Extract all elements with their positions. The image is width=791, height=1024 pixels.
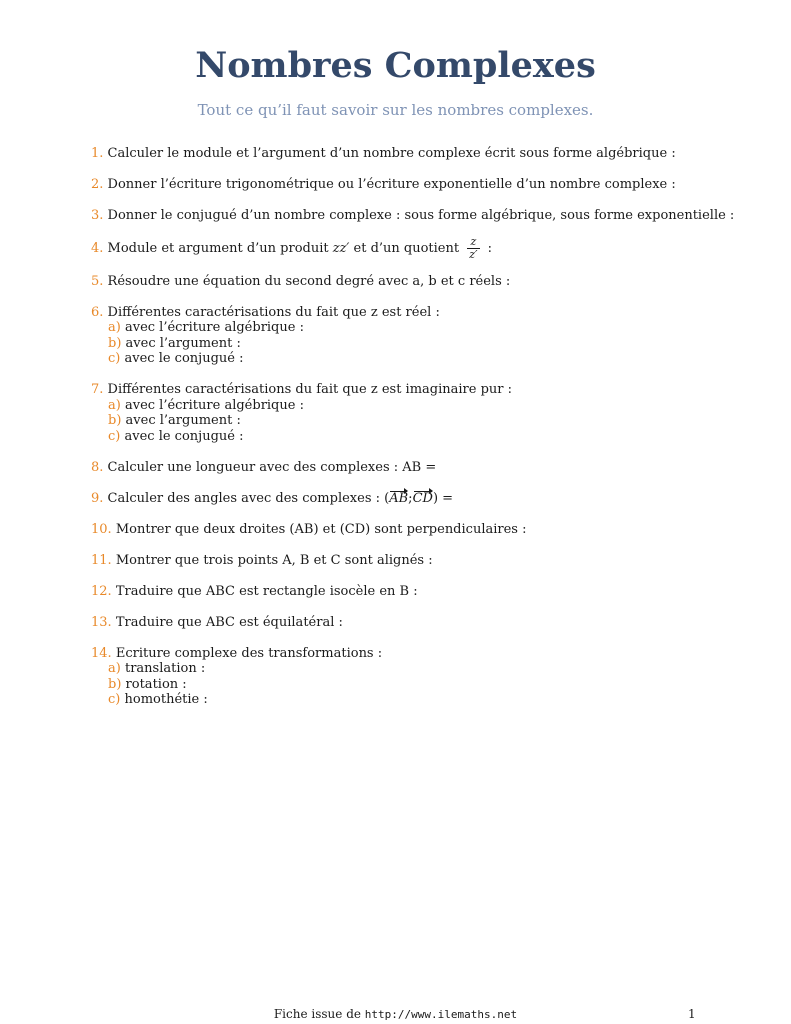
item-text: Calculer une longueur avec des complexes : AB = bbox=[107, 459, 437, 475]
sub-item-text: avec le conjugué : bbox=[124, 351, 244, 366]
sub-item-text: rotation : bbox=[125, 676, 187, 692]
math-product: zz′ bbox=[332, 241, 350, 256]
item-number: 14. bbox=[91, 645, 112, 661]
page-number: 1 bbox=[688, 1007, 696, 1021]
sub-item-text: avec l’argument : bbox=[125, 335, 241, 351]
item-text: et d’un quotient bbox=[349, 241, 464, 256]
sub-item-text: avec l’écriture algébrique : bbox=[124, 397, 304, 413]
list-item bbox=[91, 274, 731, 290]
item-text: Traduire que ABC est rectangle isocèle en B : bbox=[115, 583, 418, 599]
list-item bbox=[91, 146, 731, 162]
list-item bbox=[91, 522, 731, 538]
item-number: 7. bbox=[91, 382, 104, 397]
item-text: Donner le conjugué d’un nombre complexe : sous forme algébrique, sous forme exponentielle : bbox=[107, 208, 735, 223]
sub-item bbox=[91, 320, 731, 336]
sub-item bbox=[91, 692, 731, 708]
list-item bbox=[91, 305, 731, 367]
sub-item bbox=[91, 351, 731, 367]
sub-item-letter: a) bbox=[108, 397, 121, 413]
sub-item-text: avec l’écriture algébrique : bbox=[124, 320, 304, 335]
page-footer bbox=[0, 1007, 791, 1022]
list-item bbox=[91, 646, 731, 708]
sub-item-letter: b) bbox=[108, 413, 122, 428]
list-item bbox=[91, 491, 731, 507]
fraction-numerator: z bbox=[470, 235, 477, 248]
item-text: Résoudre une équation du second degré avec a, b et c réels : bbox=[107, 273, 511, 289]
item-number: 2. bbox=[91, 177, 104, 192]
page-subtitle: Tout ce qu’il faut savoir sur les nombres complexes. bbox=[197, 101, 594, 119]
item-text: Ecriture complexe des transformations : bbox=[115, 645, 383, 661]
item-number: 11. bbox=[91, 552, 112, 568]
sub-item-letter: b) bbox=[108, 676, 122, 692]
item-number: 13. bbox=[91, 614, 112, 630]
vector-ab: AB bbox=[389, 490, 409, 506]
list-item bbox=[91, 460, 731, 476]
sub-item-letter: a) bbox=[108, 320, 121, 335]
item-number: 10. bbox=[91, 521, 112, 537]
sub-item-letter: b) bbox=[108, 335, 122, 351]
item-number: 1. bbox=[91, 146, 104, 161]
sub-item bbox=[91, 677, 731, 693]
item-text: Donner l’écriture trigonométrique ou l’écriture exponentielle d’un nombre complexe : bbox=[107, 177, 676, 192]
page-title: Nombres Complexes bbox=[195, 45, 596, 86]
sub-item bbox=[91, 661, 731, 677]
item-number: 9. bbox=[91, 490, 104, 506]
item-text: Calculer des angles avec des complexes : ( bbox=[107, 490, 390, 506]
question-list bbox=[91, 146, 735, 723]
item-number: 4. bbox=[91, 241, 104, 256]
item-number: 3. bbox=[91, 208, 104, 223]
item-text: Calculer le module et l’argument d’un nombre complexe écrit sous forme algébrique : bbox=[107, 146, 676, 161]
footer-link[interactable]: http://www.ilemaths.net bbox=[364, 1008, 518, 1021]
item-number: 8. bbox=[91, 459, 104, 475]
sub-item bbox=[91, 429, 731, 445]
sub-item-text: avec l’argument : bbox=[125, 413, 241, 428]
fraction-denominator: z′ bbox=[469, 248, 478, 261]
vector-cd: CD bbox=[412, 490, 433, 506]
list-item bbox=[91, 236, 731, 261]
sub-item bbox=[91, 413, 731, 429]
item-text: : bbox=[483, 241, 493, 256]
item-number: 6. bbox=[91, 304, 104, 320]
item-text: Montrer que deux droites (AB) et (CD) sont perpendiculaires : bbox=[115, 521, 527, 537]
list-item bbox=[91, 177, 731, 193]
sub-item-letter: c) bbox=[108, 692, 121, 707]
item-text: Différentes caractérisations du fait que z est réel : bbox=[107, 304, 440, 320]
sub-item-text: translation : bbox=[124, 661, 206, 676]
list-item bbox=[91, 553, 731, 569]
sub-item-letter: c) bbox=[108, 428, 121, 444]
sub-item-text: homothétie : bbox=[124, 692, 208, 707]
item-text: ) = bbox=[432, 490, 454, 506]
item-text: Différentes caractérisations du fait que z est imaginaire pur : bbox=[107, 382, 513, 397]
sub-item-letter: a) bbox=[108, 661, 121, 676]
footer-prefix: Fiche issue de bbox=[273, 1007, 365, 1021]
item-number: 5. bbox=[91, 273, 104, 289]
item-text: Montrer que trois points A, B et C sont alignés : bbox=[115, 552, 433, 568]
sub-item bbox=[91, 398, 731, 414]
quotient-fraction bbox=[467, 236, 479, 261]
vector-separator: ; bbox=[408, 490, 413, 506]
list-item bbox=[91, 615, 731, 631]
item-text: Module et argument d’un produit bbox=[107, 241, 333, 256]
list-item bbox=[91, 584, 731, 600]
sub-item-letter: c) bbox=[108, 351, 121, 366]
list-item bbox=[91, 208, 735, 224]
item-number: 12. bbox=[91, 583, 112, 599]
list-item bbox=[91, 382, 731, 444]
item-text: Traduire que ABC est équilatéral : bbox=[115, 614, 343, 630]
sub-item bbox=[91, 336, 731, 352]
sub-item-text: avec le conjugué : bbox=[124, 428, 244, 444]
